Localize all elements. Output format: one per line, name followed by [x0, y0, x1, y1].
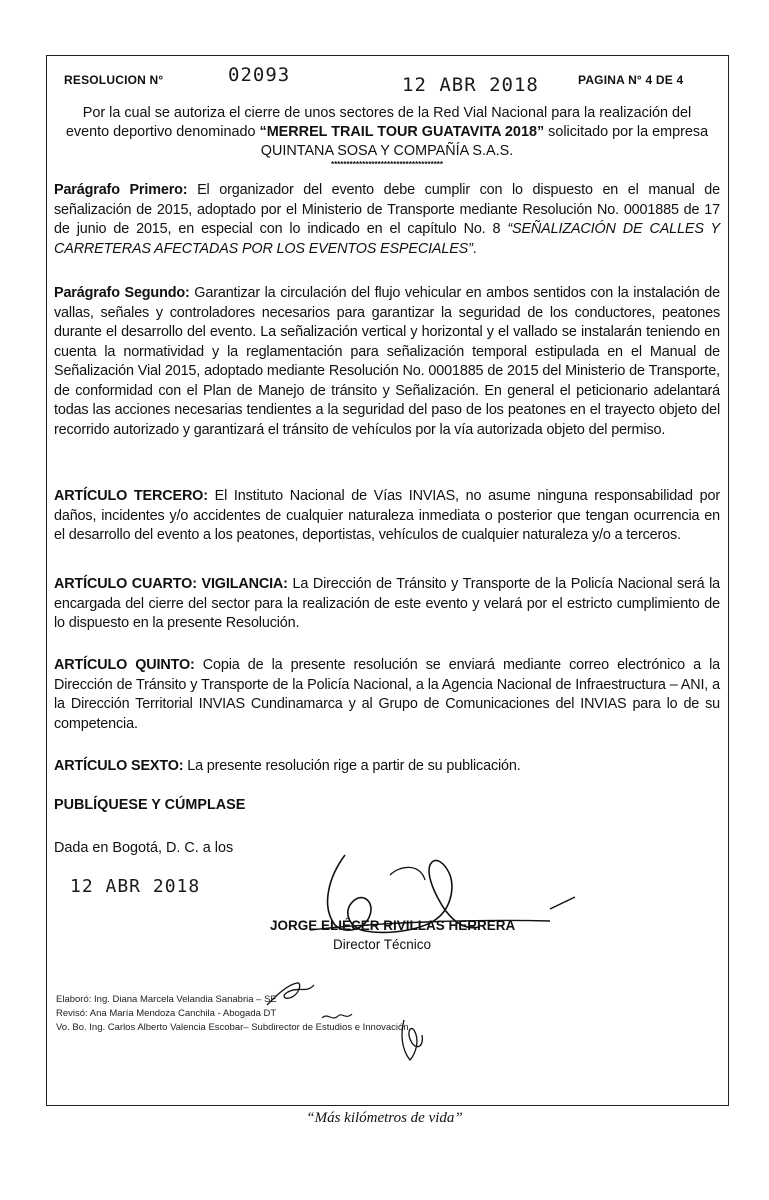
articulo-quinto-text: Copia de la presente resolución se enviará mediante correo electrónico a la Dirección de Tránsito y Transporte de la Policía Nacional, a la Agencia Nacional de Infraestructura – ANI, a la Dirección Territorial INVIAS Cundinamarca y al Grupo de Comunicaciones del INVIAS para lo de su competencia. — [54, 657, 720, 732]
articulo-cuarto-title: ARTÍCULO CUARTO: VIGILANCIA: — [54, 576, 288, 592]
credit-reviso: Revisó: Ana María Mendoza Canchila - Abogada DT — [56, 1008, 277, 1019]
intro-line-2-prefix: evento deportivo denominado — [65, 124, 260, 140]
paragrafo-primero-title: Parágrafo Primero: — [54, 182, 188, 198]
initials-scribble-1 — [262, 975, 322, 1015]
dada-en-bogota: Dada en Bogotá, D. C. a los — [54, 840, 234, 856]
initials-scribble-2 — [320, 1008, 360, 1024]
signer-name: JORGE ELIÉCER RIVILLAS HERRERA — [270, 918, 516, 933]
articulo-sexto-title: ARTÍCULO SEXTO: — [54, 758, 184, 774]
page-number-label: PAGINA N° 4 DE 4 — [578, 73, 684, 87]
articulo-sexto — [54, 757, 720, 777]
credit-vobo: Vo. Bo. Ing. Carlos Alberto Valencia Escobar– Subdirector de Estudios e Innovación — [56, 1022, 409, 1033]
signer-title: Director Técnico — [333, 937, 432, 952]
intro-line-2 — [54, 123, 720, 142]
resolution-date-stamp: 12 ABR 2018 — [402, 74, 539, 96]
intro-block — [54, 104, 720, 169]
credit-elaboro: Elaboró: Ing. Diana Marcela Velandia Sanabria – SE — [56, 994, 277, 1005]
company-name: QUINTANA SOSA Y COMPAÑÍA S.A.S. — [260, 143, 514, 159]
paragrafo-segundo-title: Parágrafo Segundo: — [54, 285, 190, 301]
articulo-sexto-text: La presente resolución rige a partir de su publicación. — [183, 758, 521, 774]
articulo-quinto-title: ARTÍCULO QUINTO: — [54, 657, 195, 673]
publiquese-heading: PUBLÍQUESE Y CÚMPLASE — [54, 797, 246, 813]
paragrafo-primero-end: . — [472, 240, 477, 257]
articulo-cuarto — [54, 575, 720, 634]
paragrafo-primero — [54, 181, 720, 259]
footer-slogan: “Más kilómetros de vida” — [306, 1110, 463, 1126]
event-name: “MERREL TRAIL TOUR GUATAVITA 2018” — [259, 124, 545, 140]
initials-scribble-3 — [396, 1015, 428, 1065]
paragrafo-segundo-text: Garantizar la circulación del flujo vehicular en ambos sentidos con la instalación de vallas, señales y controladores necesarios para garantizar la seguridad de los conductores, peatones durante el desarrollo del evento. La señalización vertical y horizontal y el vallado se instalarán teniendo en cuenta la normatividad y la reglamentación para señalización temporal estipulada en el Manual de Señalización Vial 2015, adoptado mediante Resolución No. 0001885 de 2015 del Ministerio de Transporte, de conformidad con el Plan de Manejo de tránsito y Señalización. En general el peticionario adelantará todas las acciones necesarias tendientes a la seguridad del paso de los peatones en el trayecto objeto del recorrido autorizado y garantizará el tránsito de vehículos por la vía autorizada objeto del permiso. — [54, 285, 721, 438]
articulo-tercero-text: El Instituto Nacional de Vías INVIAS, no asume ninguna responsabilidad por daños, incidentes y/o accidentes de cualquier naturaleza inmediata o posterior que tengan ocurrencia en el desarrollo del evento a los peatones, deportistas, vehículos de cualquier naturaleza y/o a terceros. — [54, 488, 720, 543]
articulo-cuarto-text: La Dirección de Tránsito y Transporte de la Policía Nacional será la encargada del cierre del sector para la realización de este evento y velará por el estricto cumplimiento de lo dispuesto en la presente Resolución. — [54, 576, 721, 631]
articulo-tercero-title: ARTÍCULO TERCERO: — [54, 488, 208, 504]
intro-line-1: Por la cual se autoriza el cierre de unos sectores de la Red Vial Nacional para la realización del — [82, 105, 692, 121]
stars-divider: ************************************ — [330, 160, 444, 169]
articulo-quinto — [54, 656, 720, 734]
intro-line-2-suffix: solicitado por la empresa — [544, 124, 709, 140]
paragrafo-primero-italic: “SEÑALIZACIÓN DE CALLES Y CARRETERAS AFECTADAS POR LOS EVENTOS ESPECIALES” — [54, 221, 720, 257]
resolution-number-stamp: 02093 — [228, 64, 291, 86]
resolution-label: RESOLUCION N° — [64, 73, 164, 87]
closing-date-stamp: 12 ABR 2018 — [70, 876, 201, 897]
paragrafo-primero-text: El organizador del evento debe cumplir con lo dispuesto en el manual de señalización de 2015, adoptado por el Ministerio de Transporte mediante Resolución No. 0001885 de 17 de junio de 2015, en especial con lo indicado en el capítulo No. 8 — [54, 182, 720, 237]
paragrafo-segundo — [54, 284, 720, 440]
articulo-tercero — [54, 487, 720, 546]
